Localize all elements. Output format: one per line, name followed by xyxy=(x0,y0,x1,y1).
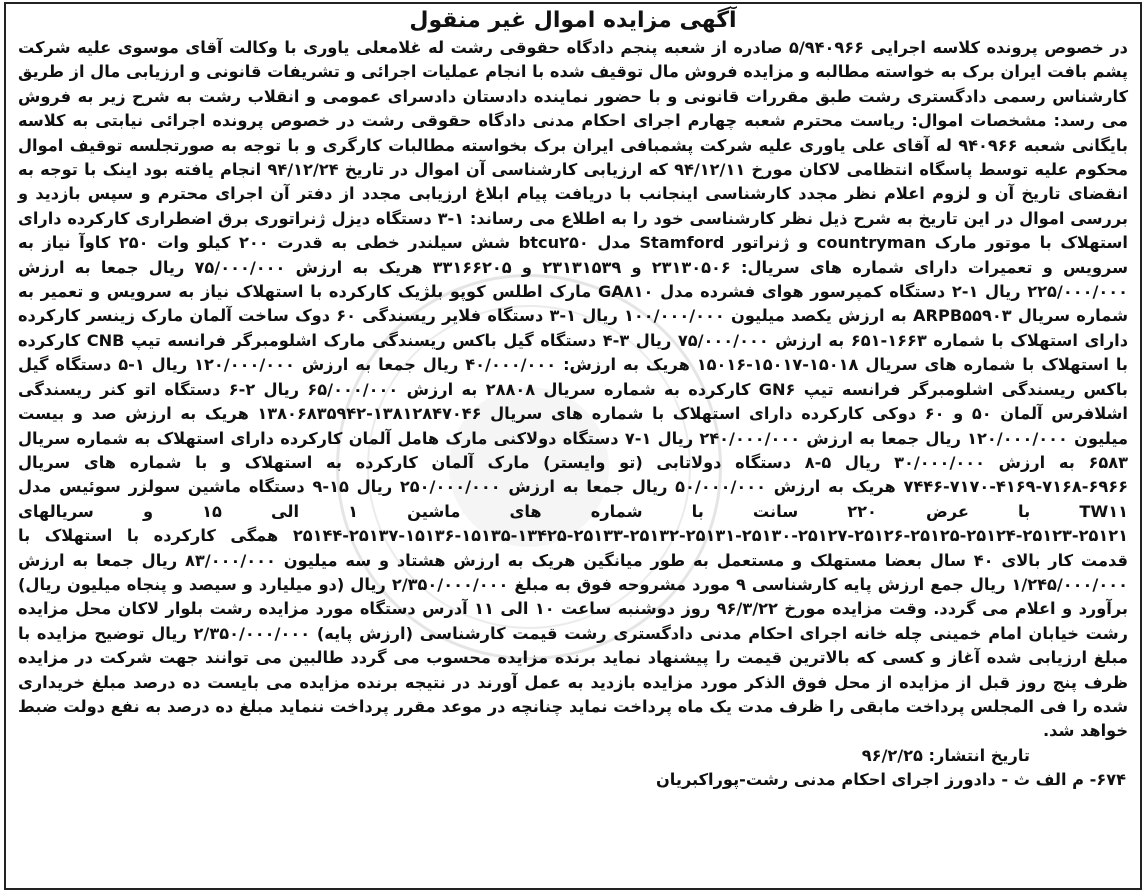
notice-body: در خصوص پرونده کلاسه اجرایی ۵/۹۴۰۹۶۶ صادره از شعبه پنجم دادگاه حقوقی رشت له غلامعلی یاوری با وکالت آقای موسوی علیه شرکت پشم بافت ایران برک به خواسته مطالبه و مزایده فروش مال توقیف شده با انجام عملیات اجرائی و تشریفات قانونی و ارزیابی مال از طریق کارشناس رسمی دادگستری رشت طبق مقررات قانونی و با حضور نماینده دادستان دادسرای عمومی و انقلاب رشت به شرح زیر به فروش می رسد: مشخصات اموال: ریاست محترم شعبه چهارم اجرای احکام مدنی دادگاه حقوقی رشت در خصوص پرونده اجرائی نیابتی به کلاسه بایگانی شعبه ۹۴۰۹۶۶ له آقای علی یاوری علیه شرکت پشمبافی ایران برک بخواسته مطالبات کارگری و با توجه به صورتجلسه توقیف اموال محکوم علیه توسط پاسگاه انتظامی لاکان مورخ ۹۴/۱۲/۱۱ که ارزیابی کارشناسی آن اموال در تاریخ ۹۴/۱۲/۲۴ انجام یافته بود اینک با توجه به انقضای تاریخ آن و لزوم اعلام نظر مجدد کارشناسی اینجانب با دریافت پیام ابلاغ ارزیابی مجدد از دفتر آن اجرای محترم و سپس بازدید و بررسی اموال در این تاریخ به شرح ذیل نظر کارشناسی خود را به اطلاع می رساند: ۱-۳ دستگاه دیزل ژنراتوری برق اضطراری کارکرده دارای استهلاک با موتور مارک countryman و ژنراتور Stamford مدل btcu۲۵۰ شش سیلندر خطی به قدرت ۲۰۰ کیلو وات ۲۵۰ کاوآ نیاز به سرویس و تعمیرات دارای شماره های سریال: ۲۳۱۳۰۵۰۶ و ۲۳۱۳۱۵۳۹ و ۳۳۱۶۶۲۰۵ هریک به ارزش ۷۵/۰۰۰/۰۰۰ ریال جمعا به ارزش ۲۲۵/۰۰۰/۰۰۰ ریال ۱-۲ دستگاه کمپرسور هوای فشرده مدل GA۸۱۰ مارک اطلس کوپو بلژیک کارکرده با استهلاک نیاز به سرویس و تعمیر به شماره سریال ARPB۵۵۹۰۳ به ارزش یکصد میلیون ۱۰۰/۰۰۰/۰۰۰ ریال ۱-۳ دستگاه فلایر ریسندگی ۶۰ دوک ساخت آلمان مارک زینسر کارکرده دارای استهلاک با شماره ۱۶۶۳-۶۵۱ به ارزش ۷۵/۰۰۰/۰۰۰ ریال ۳-۴ دستگاه گیل باکس ریسندگی مارک اشلومبرگر فرانسه تیپ CNB کارکرده با استهلاک با شماره های سریال ۱۵۰۱۸-۱۵۰۱۷-۱۵۰۱۶ هریک به ارزش: ۴۰/۰۰۰/۰۰۰ ریال جمعا به ارزش ۱۲۰/۰۰۰/۰۰۰ ریال ۱-۵ دستگاه گیل باکس ریسندگی اشلومبرگر فرانسه تیپ GN۶ کارکرده به شماره سریال ۲۸۸۰۸ به ارزش ۶۵/۰۰۰/۰۰۰ ریال ۲-۶ دستگاه اتو کنر ریسندگی اشلافرس آلمان ۵۰ و ۶۰ دوکی کارکرده دارای استهلاک با شماره های سریال ۱۳۸۱۲۸۴۷۰۴۶-۱۳۸۰۶۸۳۵۹۴۲ هریک به ارزش صد و بیست میلیون ۱۲۰/۰۰۰/۰۰۰ ریال جمعا به ارزش ۲۴۰/۰۰۰/۰۰۰ ریال ۱-۷ دستگاه دولاکنی مارک هامل آلمان کارکرده دارای استهلاک به شماره سریال ۶۵۸۳ به ارزش ۳۰/۰۰۰/۰۰۰ ریال ۵-۸ دستگاه دولاتابی (تو وایستر) مارک آلمان کارکرده به استهلاک و با شماره های سریال ۶۹۶۶-۷۱۶۸-۴۱۶۹-۷۱۷۰-۷۴۴۶ هریک به ارزش ۵۰/۰۰۰/۰۰۰ ریال جمعا به ارزش ۲۵۰/۰۰۰/۰۰۰ ریال ۱۵-۹ دستگاه ماشین سولزر سوئیس مدل TW۱۱ با عرض ۲۲۰ سانت با شماره های ماشین ۱ الی ۱۵ و سریالهای ۲۵۱۲۱-۲۵۱۲۳-۲۵۱۲۴-۲۵۱۲۵-۲۵۱۲۶-۲۵۱۲۷-۲۵۱۳۰-۲۵۱۳۱-۲۵۱۳۲-۲۵۱۳۳-۱۳۴۲۵-۱۵۱۳۵-۱۵۱۳۶-۲۵۱۳۷-۲۵۱۴۴ همگی کارکرده با استهلاک با قدمت کار بالای ۴۰ سال بعضا مستهلک و مستعمل به طور میانگین هریک به ارزش هشتاد و سه میلیون ۸۳/۰۰۰/۰۰۰ ریال جمعا به ارزش ۱/۲۴۵/۰۰۰/۰۰۰ ریال جمع ارزش پایه کارشناسی ۹ مورد مشروحه فوق به مبلغ ۲/۳۵۰/۰۰۰/۰۰۰ ریال (دو میلیارد و سیصد و پنجاه میلیون ریال) برآورد و اعلام می گردد. وقت مزایده مورخ ۹۶/۳/۲۲ روز دوشنبه ساعت ۱۰ الی ۱۱ آدرس دستگاه مورد مزایده رشت بلوار لاکان محل مزایده رشت خیابان امام خمینی چله خانه اجرای احکام مدنی دادگستری رشت قیمت کارشناسی (ارزش پایه) ۲/۳۵۰/۰۰۰/۰۰۰ ریال توضیح مزایده با مبلغ ارزیابی شده آغاز و کسی که بالاترین قیمت را پیشنهاد نماید برنده مزایده محسوب می گردد طالبین می توانند جهت شرکت در مزایده ظرف پنج روز قبل از مزایده از محل فوق الذکر مورد مزایده بازدید به عمل آورند در نتیجه برنده مزایده می بایست ده درصد مبلغ خریداری شده را فی المجلس پرداخت مابقی را ظرف مدت یک ماه پرداخت نماید چنانچه در موعد مقرر پرداخت ننماید مبلغ ده درصد به نفع دولت ضبط خواهد شد. xyxy=(18,38,1129,741)
notice-title: آگهی مزایده اموال غیر منقول xyxy=(409,8,737,33)
auction-notice xyxy=(4,2,1142,890)
publish-date: تاریخ انتشار: ۹۶/۲/۲۵ xyxy=(861,745,1030,765)
notice-footer xyxy=(6,744,1140,793)
signature-line: ۶۷۴- م الف ث - دادورز اجرای احکام مدنی رشت-پوراکبریان xyxy=(655,770,1126,790)
